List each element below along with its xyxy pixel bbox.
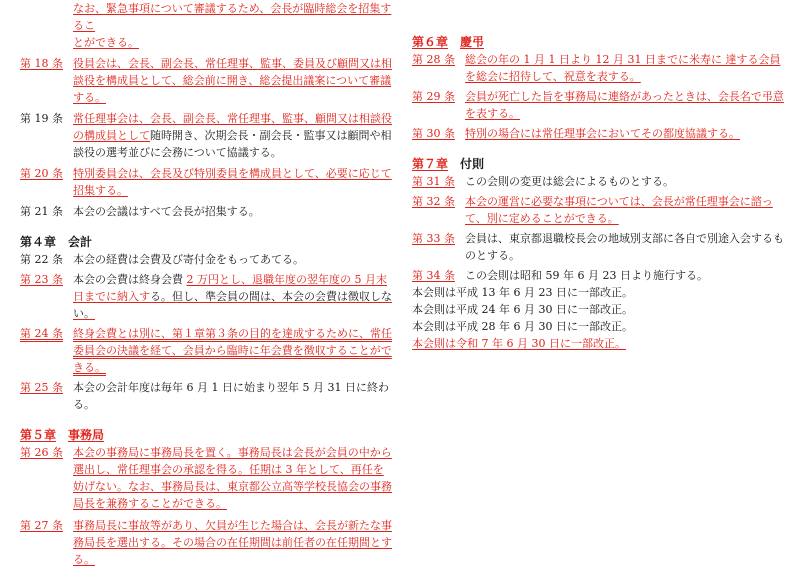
chapter-title: 付則 (460, 157, 485, 171)
chapter-number: 第５章 (20, 428, 57, 442)
article-number: 第 26 条 (20, 446, 63, 459)
right-column (412, 34, 787, 352)
article-text-revised: 2 万円とし、退職年度の翌年度の 5 月末日までに納入す (73, 273, 387, 303)
chapter-title: 事務局 (68, 428, 105, 442)
chapter-number: 第６章 (412, 35, 449, 49)
article-number: 第 21 条 (20, 205, 63, 218)
article-number: 第 33 条 (412, 232, 455, 245)
article-text: 総会の年の 1 月 1 日より 12 月 31 日までに米寿に 達する会員を総会に招待して、祝意を表する。 (465, 53, 781, 83)
article-31 (412, 173, 787, 190)
amendment-note: 本会則は平成 24 年 6 月 30 日に一部改正。 (412, 303, 633, 316)
article-text: 本会の会議はすべて会長が招集する。 (73, 205, 260, 218)
article-text-revised: 常任理事会は、会長、副会長、常任理事、監事、顧問又は相談役の構成員として (73, 112, 392, 142)
article-number: 第 23 条 (20, 273, 63, 286)
article-number: 第 22 条 (20, 253, 63, 266)
chapter-number: 第４章 (20, 235, 57, 249)
article-text-proviso: る。但し、準会員の間は、本会の会費は徴収しない。 (73, 290, 392, 320)
chapter-title: 慶弔 (460, 35, 485, 49)
article-text: 会員は、東京都退職校長会の地域別支部に各自で別途入会するものとする。 (465, 232, 784, 262)
article-number: 第 20 条 (20, 167, 63, 180)
article-32 (412, 193, 787, 227)
article-33 (412, 230, 787, 264)
cont-line-2: とができる。 (73, 36, 139, 49)
article-21 (20, 203, 392, 220)
chapter-title: 会計 (68, 235, 93, 249)
chapter-5-heading (20, 427, 392, 444)
article-text: 会員が死亡した旨を事務局に連絡があったときは、会長名で弔意を表する。 (465, 90, 784, 120)
article-number: 第 31 条 (412, 175, 455, 188)
article-number: 第 25 条 (20, 381, 63, 394)
article-text: 特別の場合には常任理事会においてその都度協議する。 (465, 127, 740, 140)
article-number: 第 24 条 (20, 327, 63, 340)
article-text: この会則は昭和 59 年 6 月 23 日より施行する。 (465, 269, 708, 282)
amendment-note-new: 本会則は令和 7 年 6 月 30 日に一部改正。 (412, 337, 626, 350)
article-text: 特別委員会は、会長及び特別委員を構成員として、必要に応じて招集する。 (73, 167, 392, 197)
chapter-7-heading (412, 156, 787, 173)
cont-line-1: なお、緊急事項について審議するため、会長が臨時総会を招集するこ (73, 2, 392, 32)
article-34 (412, 267, 787, 284)
left-column (20, 0, 392, 568)
article-23 (20, 271, 392, 322)
article-number: 第 29 条 (412, 90, 455, 103)
article-number: 第 19 条 (20, 112, 63, 125)
chapter-number: 第７章 (412, 157, 449, 171)
article-27 (20, 517, 392, 568)
article-text: 本会の事務局に事務局長を置く。事務局長は会長が会員の中から選出し、常任理事会の承認を得る。任期は 3 年として、再任を妨げない。なお、事務局長は、東京都公立高等学校長協会の事務局長を兼務することができる。 (73, 446, 392, 510)
article-26 (20, 444, 392, 512)
article-text: 本会の運営に必要な事項については、会長が常任理事会に諮って、別に定めることができる。 (465, 195, 773, 225)
article-text: 本会の経費は会費及び寄付金をもってあてる。 (73, 253, 304, 266)
article-18 (20, 55, 392, 106)
article-text: 随時開き、次期会長・副会長・監事又は顧問や相談役の選考並びに会務について協議する。 (73, 129, 392, 159)
article-text: この会則の変更は総会によるものとする。 (465, 175, 674, 188)
article-24 (20, 325, 392, 376)
article-22 (20, 251, 392, 268)
article-number: 第 18 条 (20, 57, 63, 70)
article-20 (20, 165, 392, 199)
article-30 (412, 125, 787, 142)
article-number: 第 27 条 (20, 519, 63, 532)
article-25 (20, 379, 392, 413)
article-text: 本会の会計年度は毎年 6 月 1 日に始まり翌年 5 月 31 日に終わる。 (73, 381, 389, 411)
continuation-paragraph (20, 0, 392, 51)
article-number: 第 28 条 (412, 53, 455, 66)
article-28 (412, 51, 787, 85)
chapter-6-heading (412, 34, 787, 51)
article-number: 第 30 条 (412, 127, 455, 140)
amendment-note: 本会則は平成 28 年 6 月 30 日に一部改正。 (412, 320, 633, 333)
article-19 (20, 110, 392, 161)
amendment-note: 本会則は平成 13 年 6 月 23 日に一部改正。 (412, 286, 633, 299)
article-number: 第 32 条 (412, 195, 455, 208)
article-29 (412, 88, 787, 122)
article-number: 第 34 条 (412, 269, 455, 282)
article-text: 終身会費とは別に、第１章第３条の目的を達成するために、常任委員会の決議を経て、会員から臨時に年会費を徴収することができる。 (73, 327, 392, 374)
article-text: 事務局長に事故等があり、欠員が生じた場合は、会長が新たな事務局長を選出する。その場合の在任期間は前任者の在任期間とする。 (73, 519, 392, 566)
article-text: 役員会は、会長、副会長、常任理事、監事、委員及び顧問又は相談役を構成員として、総会前に開き、総会提出議案について審議する。 (73, 57, 392, 104)
article-text: 本会の会費は終身会費 (73, 273, 187, 286)
chapter-4-heading (20, 234, 392, 251)
